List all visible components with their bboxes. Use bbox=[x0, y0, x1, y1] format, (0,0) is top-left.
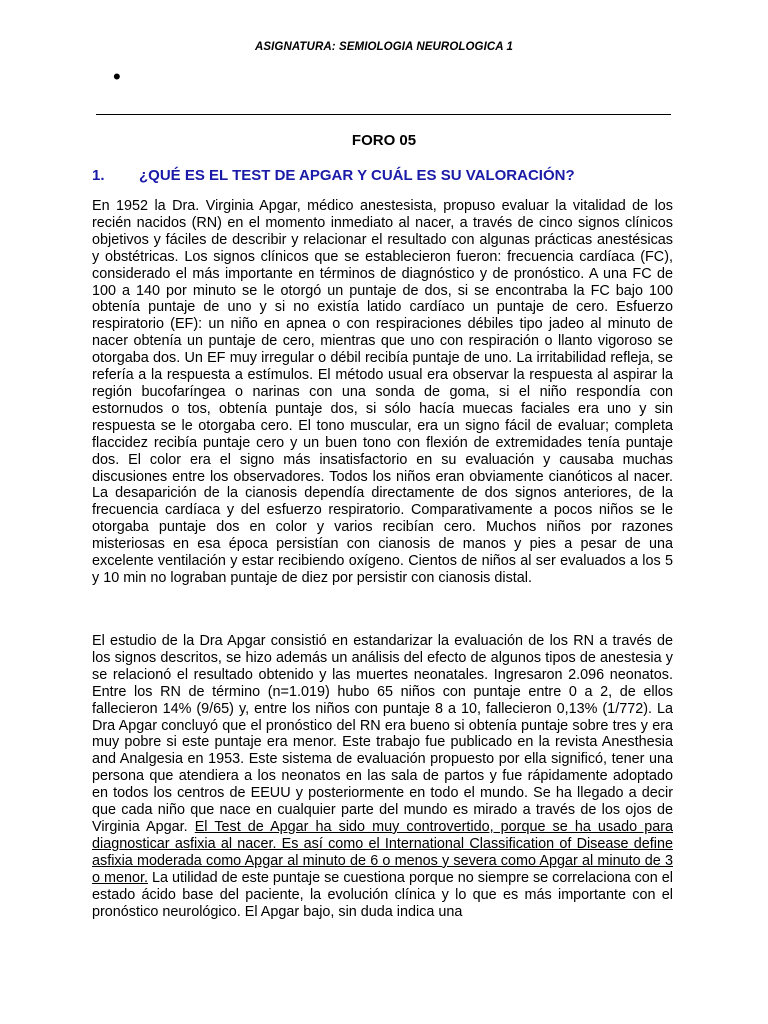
paragraph-1: En 1952 la Dra. Virginia Apgar, médico anestesista, propuso evaluar la vitalidad de los recién nacidos (RN) en el momento inmediato al nacer, a través de cinco signos clínicos objetivos y fáciles de describir y relacionar el resultado con algunas prácticas anestésicas y obstétricas. Los signos clínicos que se establecieron fueron: frecuencia cardíaca (FC), considerado el más importante en términos de diagnóstico y de pronóstico. A una FC de 100 a 140 por minuto se le otorgó un puntaje de dos, si se encontraba la FC bajo 100 obtenía puntaje de uno y si no existía latido cardíaco un puntaje de cero. Esfuerzo respiratorio (EF): un niño en apnea o con respiraciones débiles tipo jadeo al minuto de nacer obtenía un puntaje de cero, mientras que uno con respiración o llanto vigoroso se otorgaba dos. Un EF muy irregular o débil recibía puntaje de uno. La irritabilidad refleja, se refería a la respuesta a estímulos. El método usual era observar la respuesta al aspirar la región bucofaríngea o narinas con una sonda de goma, si el niño respondía con estornudos o tos, obtenía puntaje dos, si sólo hacía muecas faciales era uno y sin respuesta se le otorgaba cero. El tono muscular, era un signo fácil de evaluar; completa flaccidez recibía puntaje cero y un buen tono con flexión de extremidades tenía puntaje dos. El color era el signo más insatisfactorio en su evaluación y causaba muchas discusiones entre los observadores. Todos los niños eran obviamente cianóticos al nacer. La desaparición de la cianosis dependía directamente de dos signos anteriores, de la frecuencia cardíaca y del esfuerzo respiratorio. Comparativamente a pocos niños se le otorgaba puntaje dos en color y varios recibían cero. Muchos niños por razones misteriosas en esa época persistían con cianosis de manos y pies a pesar de una excelente ventilación y estar recibiendo oxígeno. Cientos de niños al ser evaluados a los 5 y 10 min no lograban puntaje de diez por persistir con cianosis distal. bbox=[92, 198, 673, 586]
course-header: ASIGNATURA: SEMIOLOGIA NEUROLOGICA 1 bbox=[254, 41, 514, 53]
horizontal-rule bbox=[96, 114, 671, 115]
bullet-point: • bbox=[113, 64, 121, 89]
question-number: 1. bbox=[92, 167, 105, 184]
paragraph-2-text-a: El estudio de la Dra Apgar consistió en estandarizar la evaluación de los RN a través de los signos descritos, se hizo además un análisis del efecto de algunos tipos de anestesia y se relacionó el resultado obtenido y las muertes neonatales. Ingresaron 2.096 neonatos. Entre los RN de término (n=1.019) hubo 65 niños con puntaje entre 0 a 2, de ellos fallecieron 14% (9/65) y, entre los niños con puntaje 8 a 10, fallecieron 0,13% (1/772). La Dra Apgar concluyó que el pronóstico del RN era bueno si obtenía puntaje sobre tres y era muy pobre si este puntaje era menor. Este trabajo fue publicado en la revista Anesthesia and Analgesia en 1953. Este sistema de evaluación propuesto por ella significó, tener una persona que atendiera a los neonatos en las sala de partos y fue rápidamente adoptado en todos los centros de EEUU y posteriormente en todo el mundo. Se ha llegado a decir que cada niño que nace en cualquier parte del mundo es mirado a través de los ojos de Virginia Apgar. bbox=[92, 633, 673, 835]
paragraph-2-text-b: La utilidad de este puntaje se cuestiona porque no siempre se correlaciona con el estado ácido base del paciente, la evolución clínica y lo que es más importante con el pronóstico neurológico. El Apgar bajo, sin duda indica una bbox=[92, 869, 673, 920]
question-heading: ¿QUÉ ES EL TEST DE APGAR Y CUÁL ES SU VALORACIÓN? bbox=[139, 167, 575, 184]
paragraph-2 bbox=[92, 633, 673, 920]
underlined-text: El Test de Apgar ha sido muy controvertido, porque se ha usado para diagnosticar asfixia al nacer. Es así como el International Classification of Disease define asfixia moderada como Apgar al minuto de 6 o menos y severa como Apgar al minuto de 3 o menor. bbox=[92, 818, 673, 886]
page-title: FORO 05 bbox=[351, 132, 417, 149]
